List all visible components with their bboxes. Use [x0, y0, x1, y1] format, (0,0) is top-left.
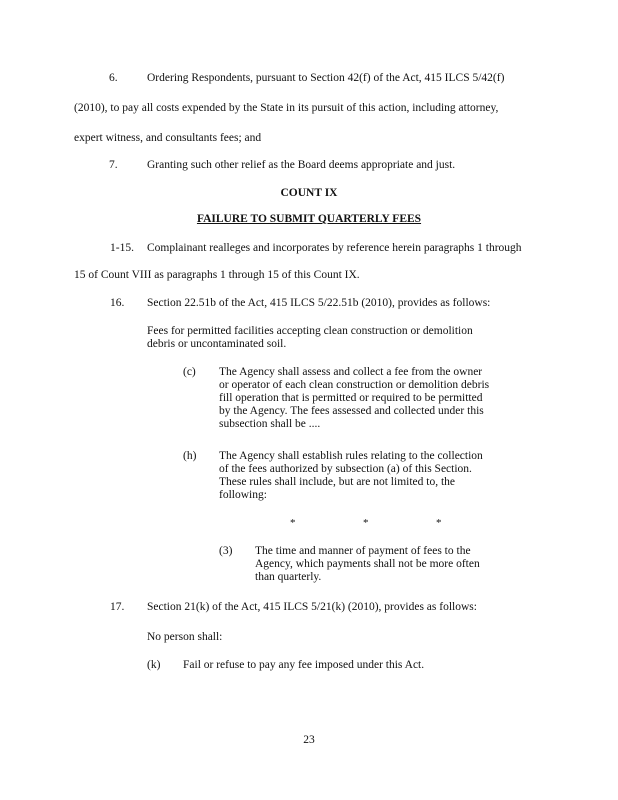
item-3-line: The time and manner of payment of fees to the [255, 545, 471, 557]
subsection-c-line: by the Agency. The fees assessed and collected under this [219, 405, 484, 417]
para-1-15-line-1: Complainant realleges and incorporates by reference herein paragraphs 1 through [147, 242, 522, 254]
ellipsis-star: * [363, 517, 369, 529]
subsection-c-line: subsection shall be .... [219, 418, 321, 430]
page-number: 23 [303, 734, 315, 746]
para-16-number: 16. [110, 297, 125, 309]
subsection-c-line: or operator of each clean construction or demolition debris [219, 379, 490, 391]
subsection-c-label: (c) [183, 366, 196, 378]
item-6-number: 6. [109, 72, 118, 84]
subsection-h-label: (h) [183, 450, 197, 462]
subsection-h-line: following: [219, 489, 267, 501]
item-7-number: 7. [109, 159, 118, 171]
item-6-line-3: expert witness, and consultants fees; and [74, 132, 262, 144]
ellipsis-star: * [290, 517, 296, 529]
count-subtitle: FAILURE TO SUBMIT QUARTERLY FEES [196, 213, 422, 225]
subsection-k-text: Fail or refuse to pay any fee imposed under this Act. [183, 659, 425, 671]
ellipsis-star: * [436, 517, 442, 529]
subsection-h-line: These rules shall include, but are not limited to, the [219, 476, 456, 488]
para-17-number: 17. [110, 601, 125, 613]
item-7-text: Granting such other relief as the Board deems appropriate and just. [147, 159, 456, 171]
count-title: COUNT IX [280, 187, 338, 199]
no-person-shall: No person shall: [147, 631, 223, 643]
para-1-15-number: 1-15. [110, 242, 134, 254]
subsection-h-line: The Agency shall establish rules relating to the collection [219, 450, 483, 462]
item-6-line-1: Ordering Respondents, pursuant to Section 42(f) of the Act, 415 ILCS 5/42(f) [147, 72, 505, 84]
item-6-line-2: (2010), to pay all costs expended by the State in its pursuit of this action, including attorney, [74, 102, 499, 114]
item-3-label: (3) [219, 545, 233, 557]
para-1-15-line-2: 15 of Count VIII as paragraphs 1 through 15 of this Count IX. [74, 269, 360, 281]
subsection-k-label: (k) [147, 659, 161, 671]
para-17-intro: Section 21(k) of the Act, 415 ILCS 5/21(k) (2010), provides as follows: [147, 601, 477, 613]
para-16-quote-line-1: Fees for permitted facilities accepting clean construction or demolition [147, 325, 473, 337]
item-3-line: than quarterly. [255, 571, 322, 583]
subsection-c-line: fill operation that is permitted or required to be permitted [219, 392, 483, 404]
para-16-intro: Section 22.51b of the Act, 415 ILCS 5/22.51b (2010), provides as follows: [147, 297, 491, 309]
item-3-line: Agency, which payments shall not be more often [255, 558, 480, 570]
subsection-h-line: of the fees authorized by subsection (a) of this Section. [219, 463, 472, 475]
subsection-c-line: The Agency shall assess and collect a fee from the owner [219, 366, 483, 378]
para-16-quote-line-2: debris or uncontaminated soil. [147, 338, 287, 350]
